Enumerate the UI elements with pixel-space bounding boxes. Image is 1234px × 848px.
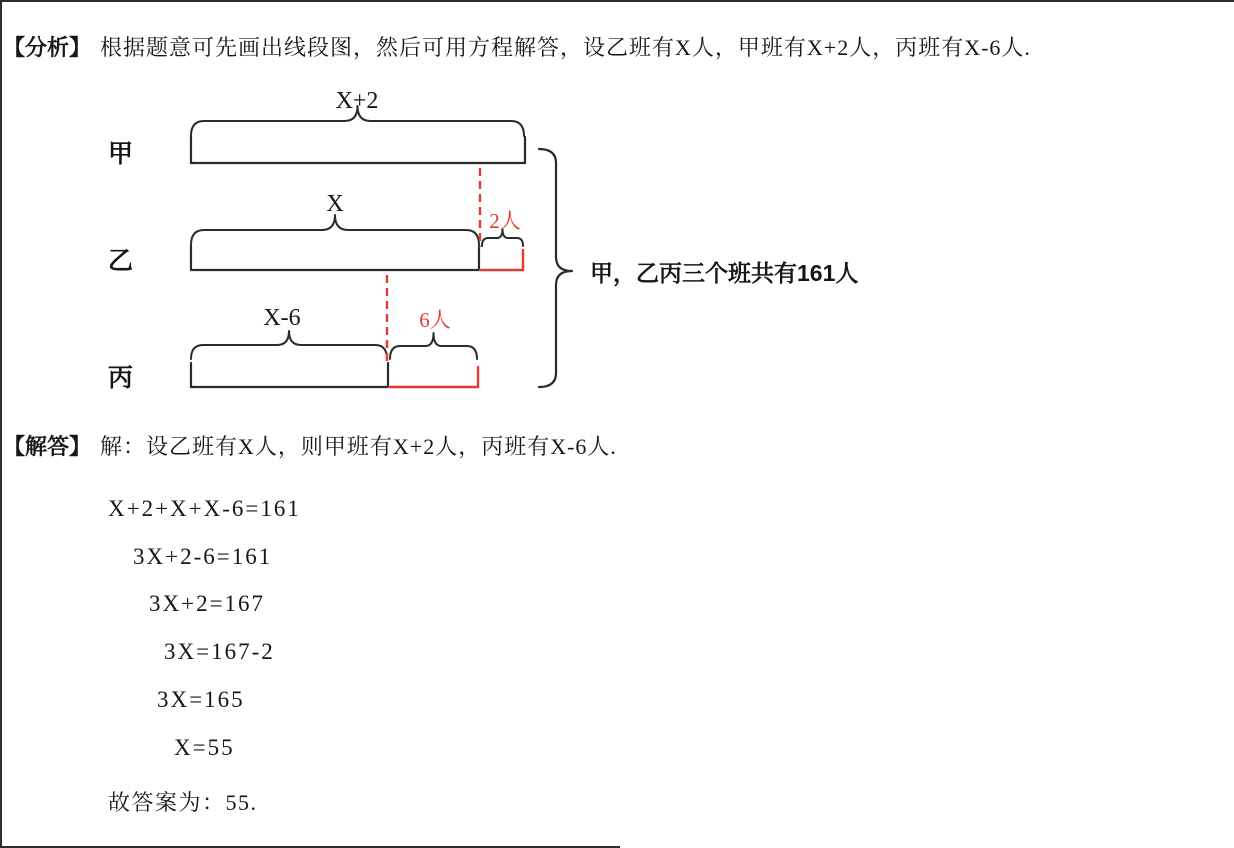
row-jia-label: 甲 (108, 140, 134, 168)
analysis-label: 【分析】 (3, 35, 92, 60)
brace-total (539, 149, 572, 387)
equation-step: X=55 (174, 735, 235, 760)
brace-x (191, 215, 479, 245)
brace-x-plus-2-label: X+2 (335, 88, 379, 114)
brace-x-minus-6 (191, 331, 387, 359)
brace-x-minus-6-label: X-6 (263, 305, 301, 331)
bar-bing (191, 363, 388, 387)
bar-bing-red-extension (389, 367, 478, 387)
equation-step: 3X=165 (157, 687, 245, 712)
segment-diagram (0, 0, 960, 420)
answer-label: 【解答】 (3, 434, 92, 459)
brace-6-people (390, 333, 477, 359)
conclusion-line: 故答案为：55. (108, 790, 258, 815)
answer-intro: 解：设乙班有X人，则甲班有X+2人，丙班有X-6人. (100, 434, 617, 459)
brace-x-label: X (326, 191, 344, 217)
bar-jia (191, 137, 525, 163)
equation-step: 3X+2=167 (149, 591, 266, 616)
equation-step: X+2+X+X-6=161 (108, 496, 301, 521)
diff-6-people-label: 6人 (419, 308, 451, 332)
equation-step: 3X+2-6=161 (133, 544, 273, 569)
bar-yi (191, 246, 479, 270)
answer-line (3, 430, 617, 461)
equation-step: 3X=167-2 (164, 639, 275, 664)
row-yi-label: 乙 (108, 247, 134, 275)
bar-yi-red-extension (480, 250, 523, 270)
row-bing-label: 丙 (108, 364, 134, 392)
total-label: 甲，乙丙三个班共有161人 (590, 260, 859, 286)
diff-2-people-label: 2人 (489, 209, 521, 233)
analysis-text: 根据题意可先画出线段图，然后可用方程解答，设乙班有X人，甲班有X+2人，丙班有X-6人. (100, 35, 1031, 60)
